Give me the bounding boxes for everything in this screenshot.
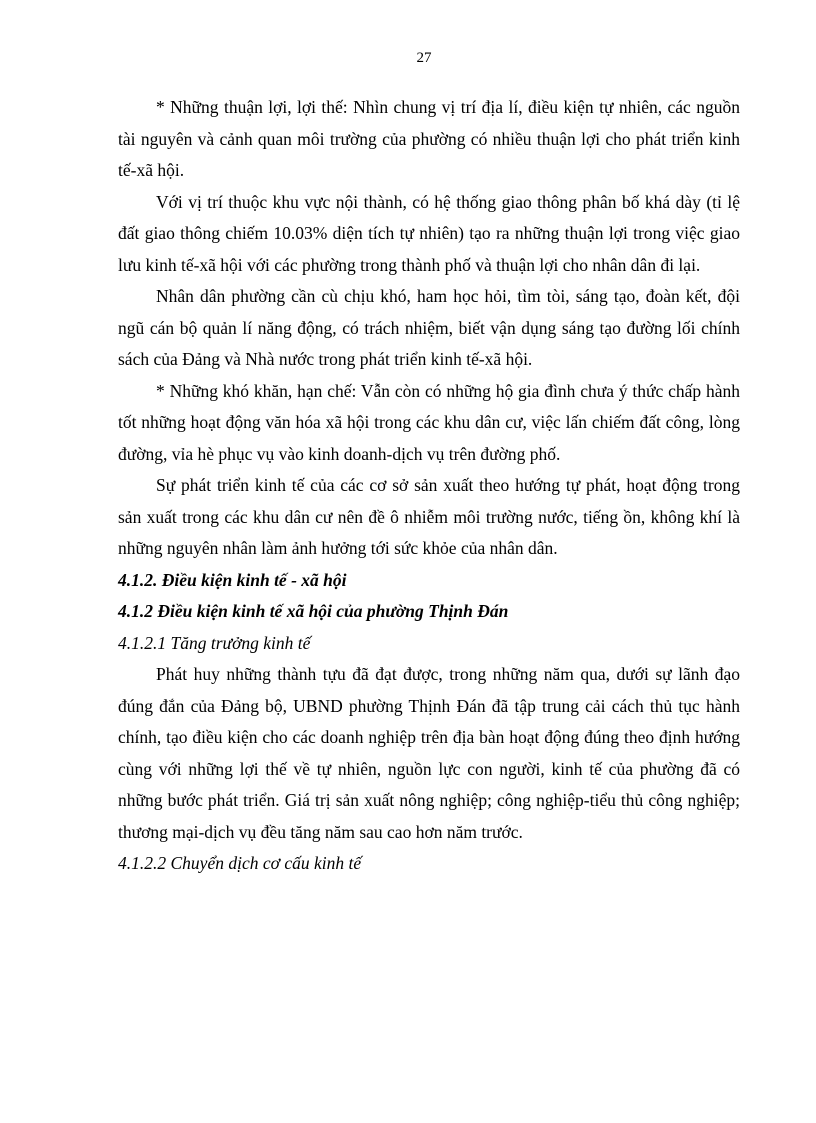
paragraph-pollution: Sự phát triển kinh tế của các cơ sở sản xuất theo hướng tự phát, hoạt động trong sản xuất trong các khu dân cư nên đề ô nhiễm môi trường nước, tiếng ồn, không khí là những nguyên nhân làm ảnh hưởng tới sức khỏe của nhân dân. [118, 475, 740, 558]
section-heading-4-1-2-ward: 4.1.2 Điều kiện kinh tế xã hội của phường Thịnh Đán [118, 601, 509, 621]
paragraph-people: Nhân dân phường cần cù chịu khó, ham học hỏi, tìm tòi, sáng tạo, đoàn kết, đội ngũ cán bộ quản lí năng động, có trách nhiệm, biết vận dụng sáng tạo đường lối chính sách của Đảng và Nhà nước trong phát triển kinh tế-xã hội. [118, 286, 740, 369]
paragraph-growth: Phát huy những thành tựu đã đạt được, trong những năm qua, dưới sự lãnh đạo đúng đắn của Đảng bộ, UBND phường Thịnh Đán đã tập trung cải cách thủ tục hành chính, tạo điều kiện cho các doanh nghiệp trên địa bàn hoạt động đúng theo định hướng cùng với những lợi thế về tự nhiên, nguồn lực con người, kinh tế của phường đã có những bước phát triển. Giá trị sản xuất nông nghiệp; công nghiệp-tiểu thủ công nghiệp; thương mại-dịch vụ đều tăng năm sau cao hơn năm trước. [118, 664, 740, 842]
subsection-heading-4-1-2-1: 4.1.2.1 Tăng trưởng kinh tế [118, 632, 311, 653]
paragraph-location: Với vị trí thuộc khu vực nội thành, có hệ thống giao thông phân bố khá dày (tỉ lệ đất giao thông chiếm 10.03% diện tích tự nhiên) tạo ra những thuận lợi trong việc giao lưu kinh tế-xã hội với các phường trong thành phố và thuận lợi cho nhân dân đi lại. [118, 191, 740, 275]
paragraph-advantages: * Những thuận lợi, lợi thế: Nhìn chung vị trí địa lí, điều kiện tự nhiên, các nguồn tài nguyên và cảnh quan môi trường của phường có nhiều thuận lợi cho phát triển kinh tế-xã hội. [118, 97, 740, 180]
page-number: 27 [416, 50, 432, 66]
subsection-heading-4-1-2-2: 4.1.2.2 Chuyển dịch cơ cấu kinh tế [118, 853, 362, 873]
section-heading-4-1-2: 4.1.2. Điều kiện kinh tế - xã hội [118, 569, 347, 590]
document-body [118, 92, 740, 880]
paragraph-difficulties: * Những khó khăn, hạn chế: Vẫn còn có những hộ gia đình chưa ý thức chấp hành tốt những hoạt động văn hóa xã hội trong các khu dân cư, việc lấn chiếm đất công, lòng đường, vỉa hè phục vụ vào kinh doanh-dịch vụ trên đường phố. [118, 380, 740, 464]
